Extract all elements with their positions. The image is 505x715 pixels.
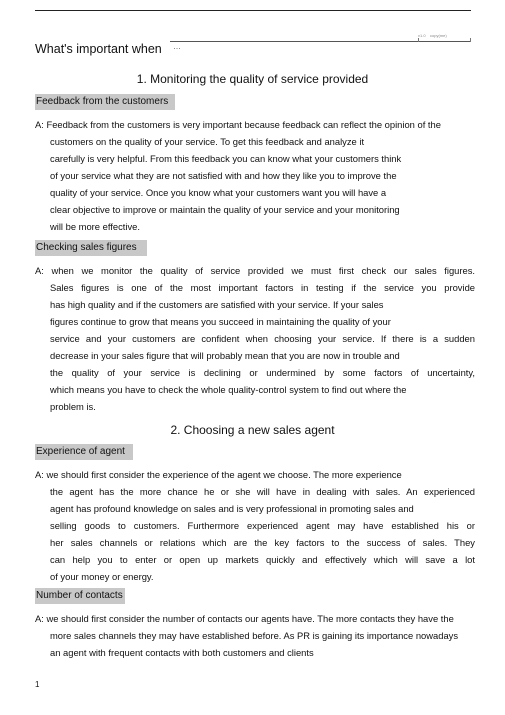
paragraph-line: the agent has the more chance he or she will have in dealing with sales. An experienced xyxy=(50,486,475,497)
paragraph-line: A: we should first consider the experience of the agent we choose. The more experience xyxy=(35,469,402,480)
header-mark-version: v1.0 xyxy=(418,33,426,38)
subheading-agent-experience: Experience of agent xyxy=(35,444,133,460)
paragraph-line: decrease in your sales figure that will probably mean that you are now in trouble and xyxy=(50,350,400,361)
paragraph-line: has high quality and if the customers are satisfied with your service. If your sales xyxy=(50,299,384,310)
paragraph-line: will be more effective. xyxy=(50,221,140,232)
paragraph-line: the quality of your service is declining or undermined by some factors of uncertainty, xyxy=(50,367,475,378)
paragraph-agent-experience xyxy=(35,466,475,585)
section-heading-monitoring: 1. Monitoring the quality of service provided xyxy=(136,72,369,86)
paragraph-line: customers on the quality of your service. To get this feedback and analyze it xyxy=(50,136,365,147)
paragraph-line: figures continue to grow that means you succeed in maintaining the quality of your xyxy=(50,316,391,327)
title-ellipsis: … xyxy=(173,42,181,51)
paragraph-line: A: Feedback from the customers is very important because feedback can reflect the opinion of the xyxy=(35,119,441,130)
paragraph-line: service and your customers are confident when choosing your service. If there is a sudden xyxy=(50,333,475,344)
paragraph-line: A: we should first consider the number of contacts our agents have. The more contacts they have the xyxy=(35,613,454,624)
page-top-rule xyxy=(35,10,471,11)
paragraph-line: quality of your service. Once you know what your customers want you will have a xyxy=(50,187,387,198)
paragraph-number-of-contacts xyxy=(35,610,475,661)
paragraph-line: problem is. xyxy=(50,401,96,412)
paragraph-sales-figures xyxy=(35,262,475,415)
subheading-sales-figures: Checking sales figures xyxy=(35,240,147,256)
paragraph-line: of your service what they are not satisfied with and how they like you to improve the xyxy=(50,170,397,181)
paragraph-line: Sales figures is one of the most important factors in testing if the service you provide xyxy=(50,282,475,293)
header-tick-left xyxy=(418,38,419,42)
subheading-customer-feedback: Feedback from the customers xyxy=(35,94,175,110)
paragraph-customer-feedback xyxy=(35,116,475,235)
paragraph-line: agent has profound knowledge on sales and is very professional in promoting sales and xyxy=(50,503,414,514)
header-tick-right xyxy=(470,38,471,42)
header-mark-copy: copy(me) xyxy=(430,33,447,38)
paragraph-line: her sales channels or relations which are the key factors to the success of sales. They xyxy=(50,537,475,548)
paragraph-line: can help you to enter or open up markets quickly and effectively which will save a lot xyxy=(50,554,475,565)
paragraph-line: carefully is very helpful. From this feedback you can know what your customers think xyxy=(50,153,402,164)
paragraph-line: an agent with frequent contacts with both customers and clients xyxy=(50,647,314,658)
paragraph-line: of your money or energy. xyxy=(50,571,154,582)
subheading-number-of-contacts: Number of contacts xyxy=(35,588,125,604)
document-title: What's important when xyxy=(35,42,162,56)
paragraph-line: selling goods to customers. Furthermore experienced agent may have established his or xyxy=(50,520,475,531)
paragraph-line: which means you have to check the whole quality-control system to find out where the xyxy=(50,384,407,395)
section-heading-sales-agent: 2. Choosing a new sales agent xyxy=(170,423,335,437)
paragraph-line: clear objective to improve or maintain the quality of your service and your monitoring xyxy=(50,204,400,215)
paragraph-line: A: when we monitor the quality of service provided we must first check our sales figures. xyxy=(35,265,475,276)
header-underline xyxy=(170,41,470,42)
paragraph-line: more sales channels they may have established before. As PR is gaining its importance nowadays xyxy=(50,630,459,641)
page-number: 1 xyxy=(35,680,40,689)
